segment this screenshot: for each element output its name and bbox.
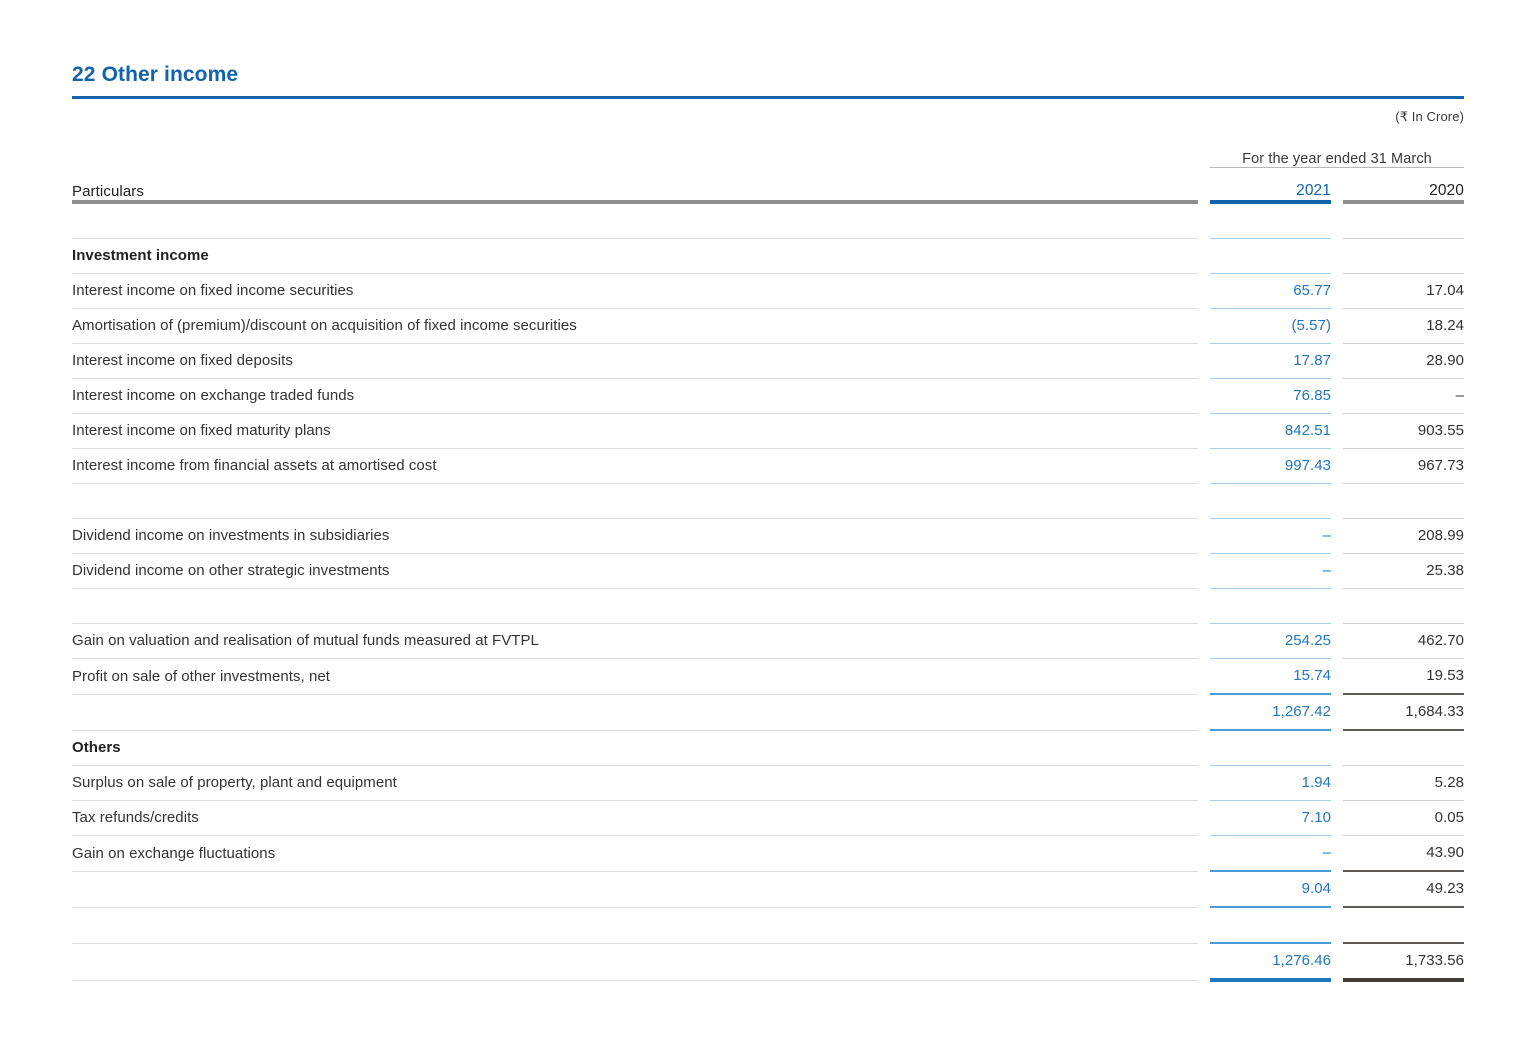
column-gap xyxy=(1198,766,1210,801)
cell-2021: – xyxy=(1210,554,1331,589)
row-label: Dividend income on investments in subsidiaries xyxy=(72,519,1198,554)
column-gap xyxy=(1331,309,1343,344)
table-row xyxy=(72,766,1464,801)
column-gap xyxy=(1331,907,1343,943)
column-gap xyxy=(1198,168,1210,203)
column-gap xyxy=(1331,871,1343,907)
row-label: Profit on sale of other investments, net xyxy=(72,659,1198,695)
cell-2020: 1,684.33 xyxy=(1343,694,1464,730)
cell-2020: 1,733.56 xyxy=(1343,943,1464,980)
cell-2021: 1,267.42 xyxy=(1210,694,1331,730)
cell-2021: 76.85 xyxy=(1210,379,1331,414)
column-gap xyxy=(1198,449,1210,484)
column-gap xyxy=(1331,202,1343,239)
cell-2020 xyxy=(1343,484,1464,519)
row-label: Gain on valuation and realisation of mutual funds measured at FVTPL xyxy=(72,624,1198,659)
column-gap xyxy=(1198,344,1210,379)
column-gap xyxy=(1331,801,1343,836)
cell-2021: 65.77 xyxy=(1210,274,1331,309)
column-header-row xyxy=(72,168,1464,203)
cell-2021 xyxy=(1210,484,1331,519)
column-gap xyxy=(1198,801,1210,836)
column-gap xyxy=(1198,907,1210,943)
row-label: Interest income on fixed income securities xyxy=(72,274,1198,309)
cell-2021: – xyxy=(1210,519,1331,554)
column-gap xyxy=(1331,766,1343,801)
cell-2021: – xyxy=(1210,836,1331,872)
table-header xyxy=(72,137,1464,202)
table-row xyxy=(72,449,1464,484)
row-label: Interest income on fixed deposits xyxy=(72,344,1198,379)
cell-2021: (5.57) xyxy=(1210,309,1331,344)
other-income-table xyxy=(72,137,1464,982)
header-particulars: Particulars xyxy=(72,168,1198,203)
table-row xyxy=(72,624,1464,659)
cell-2021 xyxy=(1210,239,1331,274)
row-label xyxy=(72,202,1198,239)
table-row xyxy=(72,414,1464,449)
row-label: Gain on exchange fluctuations xyxy=(72,836,1198,872)
row-label xyxy=(72,943,1198,980)
cell-2020: 28.90 xyxy=(1343,344,1464,379)
cell-2021: 1.94 xyxy=(1210,766,1331,801)
column-gap xyxy=(1331,730,1343,766)
cell-2020 xyxy=(1343,202,1464,239)
table-row xyxy=(72,907,1464,943)
column-gap xyxy=(1331,659,1343,695)
cell-2020: 19.53 xyxy=(1343,659,1464,695)
units-note: (₹ In Crore) xyxy=(1395,109,1464,125)
table-row xyxy=(72,202,1464,239)
row-label: Surplus on sale of property, plant and equipment xyxy=(72,766,1198,801)
cell-2021: 842.51 xyxy=(1210,414,1331,449)
cell-2020: – xyxy=(1343,379,1464,414)
cell-2020: 967.73 xyxy=(1343,449,1464,484)
column-gap xyxy=(1198,137,1210,168)
column-gap xyxy=(1198,624,1210,659)
row-label xyxy=(72,871,1198,907)
cell-2020: 462.70 xyxy=(1343,624,1464,659)
column-gap xyxy=(1331,624,1343,659)
cell-2020: 43.90 xyxy=(1343,836,1464,872)
column-gap xyxy=(1198,694,1210,730)
column-gap xyxy=(1198,836,1210,872)
cell-2020 xyxy=(1343,589,1464,624)
column-gap xyxy=(1331,344,1343,379)
cell-2021 xyxy=(1210,907,1331,943)
column-gap xyxy=(1198,871,1210,907)
table-row xyxy=(72,274,1464,309)
table-row xyxy=(72,589,1464,624)
cell-2020 xyxy=(1343,239,1464,274)
row-label: Interest income on fixed maturity plans xyxy=(72,414,1198,449)
column-gap xyxy=(1198,554,1210,589)
table-row xyxy=(72,309,1464,344)
period-header-blank xyxy=(72,137,1198,168)
column-gap xyxy=(1331,554,1343,589)
column-gap xyxy=(1331,239,1343,274)
column-gap xyxy=(1198,414,1210,449)
cell-2020: 25.38 xyxy=(1343,554,1464,589)
column-gap xyxy=(1331,484,1343,519)
column-gap xyxy=(1331,589,1343,624)
row-label xyxy=(72,907,1198,943)
column-gap xyxy=(1198,484,1210,519)
header-year-2021: 2021 xyxy=(1210,168,1331,203)
cell-2021 xyxy=(1210,730,1331,766)
table-row xyxy=(72,730,1464,766)
column-gap xyxy=(1198,943,1210,980)
cell-2020 xyxy=(1343,730,1464,766)
column-gap xyxy=(1198,519,1210,554)
table-row xyxy=(72,554,1464,589)
table-row xyxy=(72,694,1464,730)
row-label xyxy=(72,484,1198,519)
table-row xyxy=(72,836,1464,872)
table-row xyxy=(72,801,1464,836)
cell-2020: 5.28 xyxy=(1343,766,1464,801)
row-label: Investment income xyxy=(72,239,1198,274)
cell-2021: 254.25 xyxy=(1210,624,1331,659)
header-year-2020: 2020 xyxy=(1343,168,1464,203)
cell-2021: 7.10 xyxy=(1210,801,1331,836)
page-title xyxy=(72,0,1464,87)
column-gap xyxy=(1198,730,1210,766)
row-label: Amortisation of (premium)/discount on acquisition of fixed income securities xyxy=(72,309,1198,344)
table-row xyxy=(72,379,1464,414)
cell-2020 xyxy=(1343,907,1464,943)
column-gap xyxy=(1331,414,1343,449)
cell-2021: 1,276.46 xyxy=(1210,943,1331,980)
column-gap xyxy=(1331,519,1343,554)
table-row xyxy=(72,484,1464,519)
table-row xyxy=(72,659,1464,695)
column-gap xyxy=(1198,379,1210,414)
row-label: Interest income on exchange traded funds xyxy=(72,379,1198,414)
period-header-label: For the year ended 31 March xyxy=(1210,137,1464,168)
row-label: Tax refunds/credits xyxy=(72,801,1198,836)
cell-2021: 9.04 xyxy=(1210,871,1331,907)
table-body xyxy=(72,202,1464,980)
column-gap xyxy=(1331,274,1343,309)
column-gap xyxy=(1198,659,1210,695)
column-gap xyxy=(1331,943,1343,980)
table-row xyxy=(72,239,1464,274)
column-gap xyxy=(1198,274,1210,309)
cell-2020: 18.24 xyxy=(1343,309,1464,344)
table-row xyxy=(72,943,1464,980)
column-gap xyxy=(1198,202,1210,239)
column-gap xyxy=(1198,309,1210,344)
column-gap xyxy=(1331,836,1343,872)
cell-2020: 17.04 xyxy=(1343,274,1464,309)
note-title-text: Other income xyxy=(101,63,239,86)
cell-2021 xyxy=(1210,202,1331,239)
table-row xyxy=(72,519,1464,554)
column-gap xyxy=(1198,589,1210,624)
column-gap xyxy=(1331,694,1343,730)
column-gap xyxy=(1198,239,1210,274)
cell-2021: 17.87 xyxy=(1210,344,1331,379)
column-gap xyxy=(1331,168,1343,203)
cell-2020: 0.05 xyxy=(1343,801,1464,836)
row-label xyxy=(72,589,1198,624)
row-label: Interest income from financial assets at amortised cost xyxy=(72,449,1198,484)
column-gap xyxy=(1331,449,1343,484)
cell-2021 xyxy=(1210,589,1331,624)
cell-2020: 208.99 xyxy=(1343,519,1464,554)
row-label: Others xyxy=(72,730,1198,766)
cell-2021: 997.43 xyxy=(1210,449,1331,484)
row-label: Dividend income on other strategic investments xyxy=(72,554,1198,589)
column-gap xyxy=(1331,379,1343,414)
cell-2021: 15.74 xyxy=(1210,659,1331,695)
period-header-row xyxy=(72,137,1464,168)
table-row xyxy=(72,871,1464,907)
row-label xyxy=(72,694,1198,730)
note-number: 22 xyxy=(72,63,96,86)
cell-2020: 49.23 xyxy=(1343,871,1464,907)
cell-2020: 903.55 xyxy=(1343,414,1464,449)
table-row xyxy=(72,344,1464,379)
